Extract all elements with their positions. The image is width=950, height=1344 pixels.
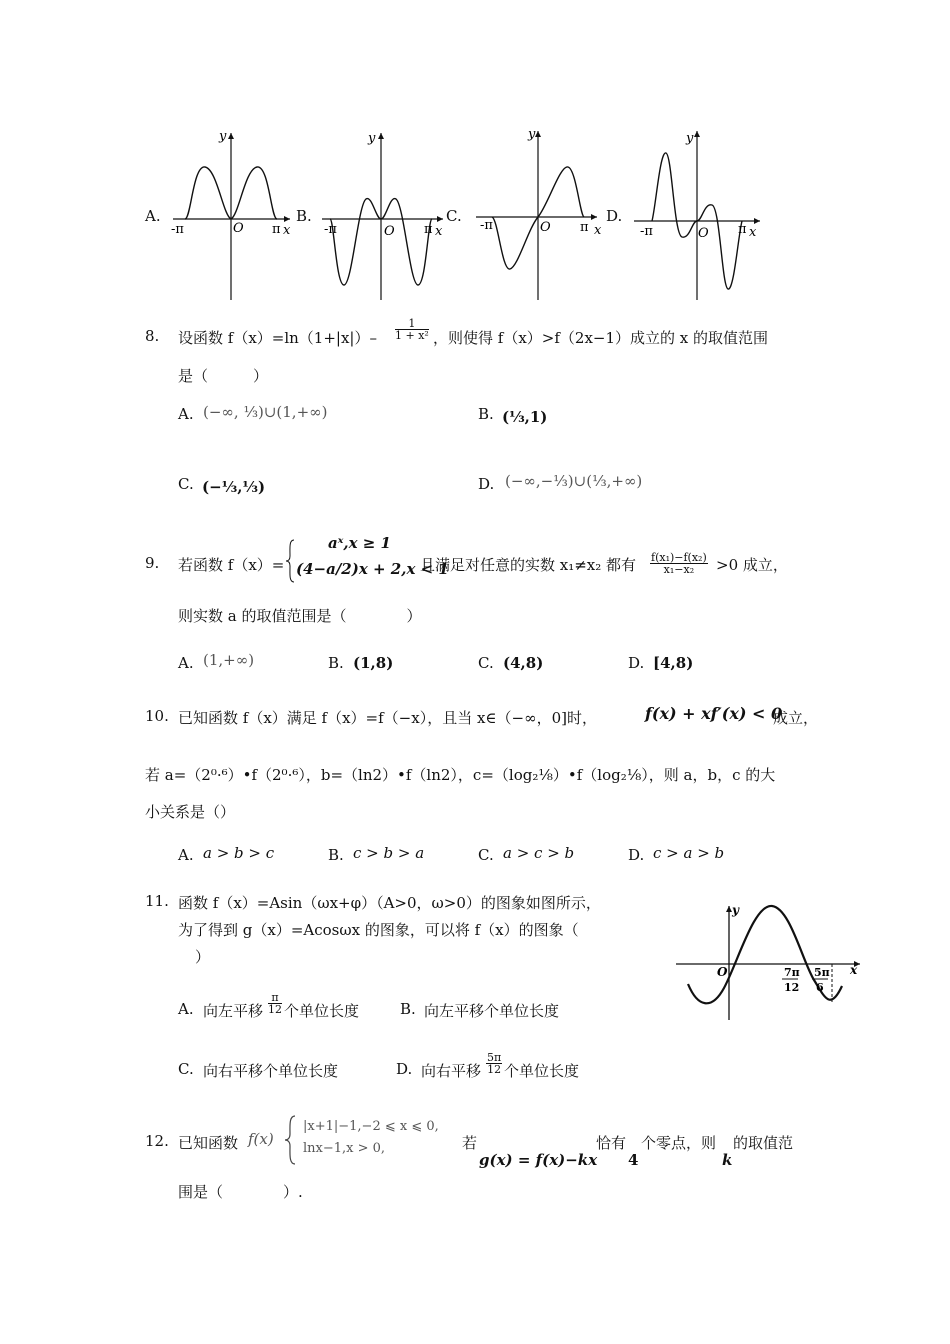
q12-tail: 的取值范 (733, 1134, 794, 1152)
q12-brace (283, 1114, 297, 1166)
q7-a-pi: π (272, 222, 281, 237)
q9-frac-den: x₁−x₂ (663, 563, 695, 576)
q8-option-c-label: C. (178, 475, 194, 493)
q8-fraction (395, 318, 429, 341)
q12-case2: lnx−1,x > 0, (303, 1141, 386, 1156)
q9-option-b-label: B. (328, 654, 344, 672)
q9-frac-num: f(x₁)−f(x₂) (651, 551, 707, 564)
q11-graph-tick2-den: 6 (816, 981, 824, 994)
q11-option-a-label: A. (178, 1000, 194, 1018)
q10-condition-post: 成立， (773, 709, 819, 727)
q9-stem-pre: 若函数 f（x）= (178, 556, 285, 574)
q7-option-d-label: D. (606, 207, 623, 225)
q10-condition: f(x) + xf′(x) < 0 (645, 704, 783, 723)
q12-k: k (722, 1151, 733, 1169)
q7-d-origin: O (698, 226, 709, 241)
q8-frac-num: 1 (395, 318, 429, 330)
q10-option-c: a > c > b (503, 844, 575, 862)
q8-option-b-label: B. (478, 405, 494, 423)
q9-stem-line2: 则实数 a 的取值范围是（ ） (178, 607, 422, 625)
q7-d-pi: π (738, 222, 747, 237)
q7-b-y: y (368, 131, 376, 146)
q11-option-a-fraction (268, 992, 282, 1015)
q11-option-d-pre: 向右平移 (421, 1062, 482, 1080)
q7-c-pi: π (580, 220, 589, 235)
q9-option-c: (4,8) (503, 654, 544, 672)
q10-line2: 若 a=（2⁰·⁶）•f（2⁰·⁶），b=（ln2）•f（ln2），c=（log₂⅛）•f（log₂⅛），则 a，b，c 的大 (145, 766, 776, 784)
q8-option-a-label: A. (178, 405, 194, 423)
q7-d-y: y (686, 131, 694, 146)
q10-option-c-label: C. (478, 846, 494, 864)
q9-fraction (650, 552, 708, 575)
q10-line3: 小关系是（） (145, 803, 236, 821)
q7-graph-a (165, 125, 295, 305)
q9-option-d: [4,8) (653, 654, 694, 672)
q9-stem-post: >0 成立， (716, 556, 788, 574)
q10-stem: 已知函数 f（x）满足 f（x）=f（−x），且当 x∈（−∞，0]时， (178, 709, 597, 727)
q7-c-neg-pi: -π (480, 218, 493, 233)
q11-option-d-frac-den: 12 (487, 1063, 502, 1076)
q9-option-d-label: D. (628, 654, 645, 672)
q11-graph (672, 900, 867, 1025)
q7-d-x: x (749, 225, 757, 240)
q9-stem-mid: 且满足对任意的实数 x₁≠x₂ 都有 (420, 556, 637, 574)
q11-graph-tick1-den: 12 (784, 981, 800, 994)
q8-stem-line2: 是（ ） (178, 367, 269, 385)
q11-graph-origin: O (717, 965, 728, 979)
q11-option-d-label: D. (396, 1060, 413, 1078)
q10-option-d: c > a > b (653, 844, 725, 862)
q7-c-x: x (594, 223, 602, 238)
q11-graph-x: x (850, 963, 858, 977)
q7-b-pi: π (424, 222, 433, 237)
q7-a-y: y (219, 129, 227, 144)
q9-option-a-label: A. (178, 654, 194, 672)
q9-option-b: (1,8) (353, 654, 394, 672)
q9-number: 9. (145, 554, 160, 572)
q8-stem-pre: 设函数 f（x）=ln（1+|x|）– (178, 329, 377, 347)
q7-b-neg-pi: -π (324, 222, 337, 237)
q7-b-x: x (435, 224, 443, 239)
q9-option-c-label: C. (478, 654, 494, 672)
q8-option-a: (−∞, ⅓)∪(1,+∞) (203, 403, 328, 421)
q8-stem-post: ，则使得 f（x）>f（2x−1）成立的 x 的取值范围 (433, 329, 769, 347)
q7-a-origin: O (233, 221, 244, 236)
q7-option-b-label: B. (296, 207, 312, 225)
q10-option-d-label: D. (628, 846, 645, 864)
q7-graph-b (318, 125, 448, 305)
q9-case2: (4−a/2)x + 2,x < 1 (296, 560, 449, 578)
q10-option-b: c > b > a (353, 844, 425, 862)
q7-c-origin: O (540, 220, 551, 235)
q11-line2: 为了得到 g（x）=Acosωx 的图象，可以将 f（x）的图象（ (178, 921, 579, 939)
q12-fx: f(x) (248, 1130, 274, 1148)
q11-option-b-label: B. (400, 1000, 416, 1018)
q7-graph-c (472, 125, 602, 305)
q7-a-x: x (283, 223, 291, 238)
q11-option-d-fraction (486, 1052, 502, 1075)
q10-option-a: a > b > c (203, 844, 275, 862)
q10-option-b-label: B. (328, 846, 344, 864)
q12-ruo: 若 (462, 1134, 478, 1152)
q8-option-c: (−⅓,⅓) (202, 478, 266, 496)
q11-number: 11. (145, 892, 169, 910)
q11-option-b: 向左平移个单位长度 (424, 1002, 560, 1020)
q11-graph-tick2-num: 5π (814, 966, 830, 979)
q12-stem-pre: 已知函数 (178, 1134, 239, 1152)
q7-option-c-label: C. (446, 207, 462, 225)
q11-graph-y: y (732, 903, 739, 917)
q12-gx: g(x) = f(x)−kx (479, 1151, 598, 1169)
q12-zero: 个零点，则 (641, 1134, 717, 1152)
q12-number: 12. (145, 1132, 169, 1150)
q11-option-a-frac-den: 12 (268, 1003, 282, 1016)
q10-number: 10. (145, 707, 169, 725)
q11-option-d-frac-num: 5π (487, 1051, 502, 1064)
q7-d-neg-pi: -π (640, 224, 653, 239)
q10-option-a-label: A. (178, 846, 194, 864)
q7-option-a-label: A. (145, 207, 161, 225)
q8-option-d-label: D. (478, 475, 495, 493)
q8-number: 8. (145, 327, 160, 345)
q11-option-a-pre: 向左平移 (203, 1002, 264, 1020)
q9-brace (284, 538, 296, 584)
q11-line1: 函数 f（x）=Asin（ωx+φ）（A>0，ω>0）的图象如图所示， (178, 894, 601, 912)
q12-line2: 围是（ ）. (178, 1183, 303, 1201)
q8-option-d: (−∞,−⅓)∪(⅓,+∞) (505, 472, 643, 490)
q8-frac-den: 1 + x² (395, 329, 429, 342)
q11-option-d-post: 个单位长度 (504, 1062, 580, 1080)
q11-option-a-frac-num: π (268, 992, 282, 1004)
q7-c-y: y (528, 127, 536, 142)
q7-a-neg-pi: -π (171, 222, 184, 237)
q9-case1: aˣ,x ≥ 1 (328, 534, 391, 552)
q12-four: 4 (628, 1151, 639, 1169)
q11-option-c-label: C. (178, 1060, 194, 1078)
q9-option-a: (1,+∞) (203, 651, 255, 669)
q12-case1: |x+1|−1,−2 ⩽ x ⩽ 0, (303, 1119, 439, 1134)
q11-line3: ） (195, 948, 211, 966)
q12-qia: 恰有 (596, 1134, 627, 1152)
q11-option-c: 向右平移个单位长度 (203, 1062, 339, 1080)
q11-graph-tick1-num: 7π (784, 966, 800, 979)
q7-graph-d (630, 125, 765, 305)
q7-b-origin: O (384, 224, 395, 239)
q11-option-a-post: 个单位长度 (284, 1002, 360, 1020)
q8-option-b: (⅓,1) (502, 408, 548, 426)
